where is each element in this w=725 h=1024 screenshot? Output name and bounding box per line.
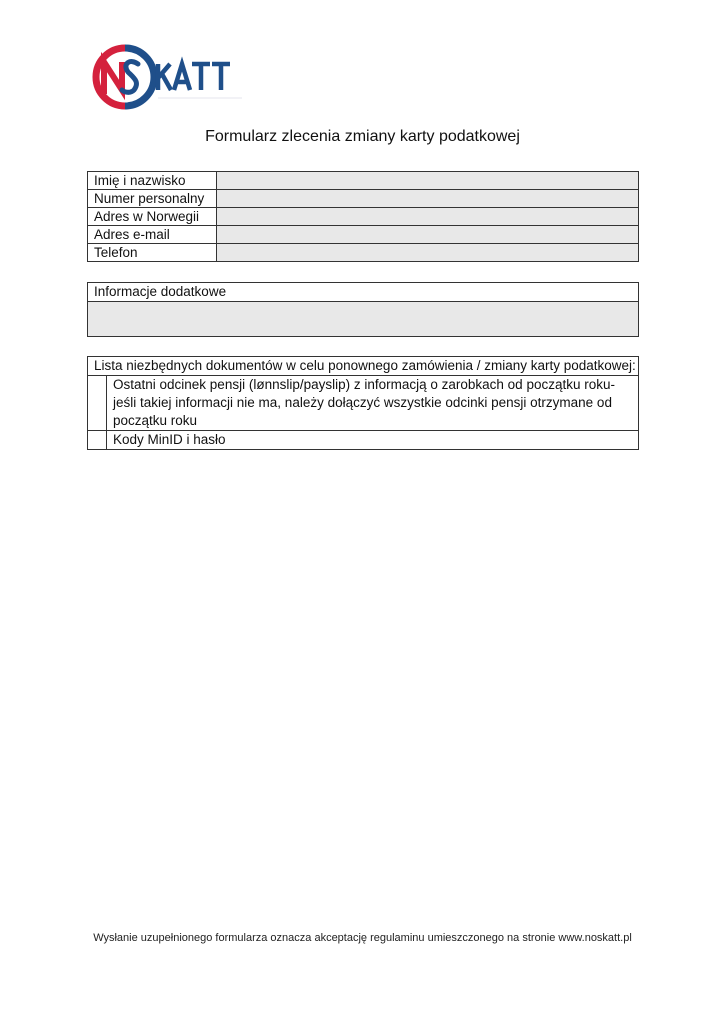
field-label: Adres e-mail [88,226,217,244]
table-row [88,357,639,376]
table-row [88,302,639,337]
documents-table [87,356,639,450]
personal-number-field[interactable] [217,190,639,208]
phone-field[interactable] [217,244,639,262]
additional-info-label: Informacje dodatkowe [88,283,639,302]
email-field[interactable] [217,226,639,244]
company-logo [92,44,252,110]
field-label: Telefon [88,244,217,262]
field-label: Numer personalny [88,190,217,208]
document-checkbox[interactable] [88,376,107,431]
address-field[interactable] [217,208,639,226]
table-row [88,190,639,208]
table-row [88,244,639,262]
table-row [88,208,639,226]
document-item: Ostatni odcinek pensji (lønnslip/payslip) z informacją o zarobkach od początku roku- jeśli takiej informacji nie ma, należy dołączyć wszystkie odcinki pensji otrzymane od początku roku [107,376,639,431]
field-label: Imię i nazwisko [88,172,217,190]
table-row [88,283,639,302]
table-row [88,376,639,431]
personal-data-table [87,171,639,262]
table-row [88,226,639,244]
documents-header: Lista niezbędnych dokumentów w celu ponownego zamówienia / zmiany karty podatkowej: [88,357,639,376]
table-row [88,172,639,190]
table-row [88,431,639,450]
noskatt-logo-icon [92,44,252,110]
additional-info-field[interactable] [88,302,639,337]
form-title: Formularz zlecenia zmiany karty podatkowej [205,128,520,145]
field-label: Adres w Norwegii [88,208,217,226]
additional-info-table [87,282,639,337]
document-item: Kody MinID i hasło [107,431,639,450]
footer-note: Wysłanie uzupełnionego formularza oznacza akceptację regulaminu umieszczonego na stronie www.noskatt.pl [93,932,632,944]
name-field[interactable] [217,172,639,190]
document-checkbox[interactable] [88,431,107,450]
